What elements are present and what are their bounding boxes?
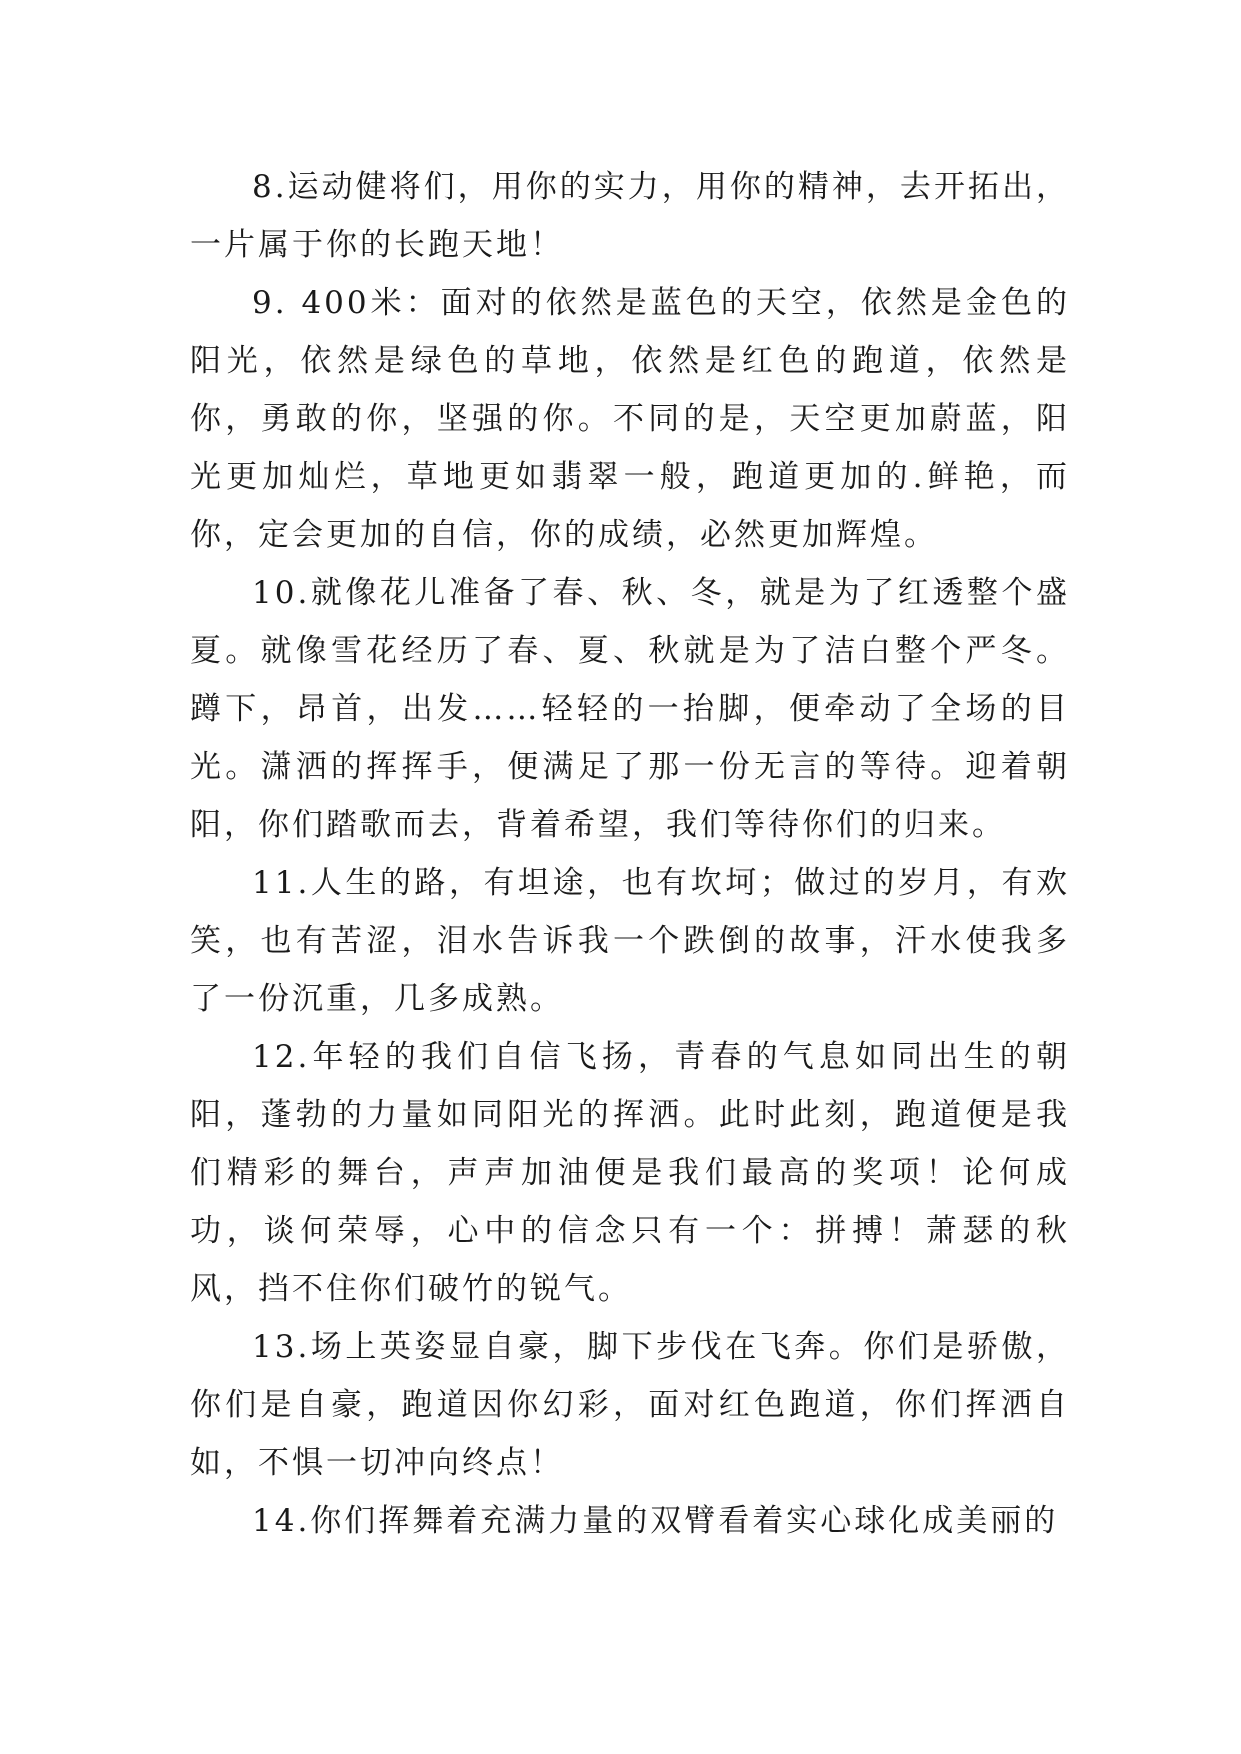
document-body: [190, 158, 1070, 1550]
paragraph-14: 14.你们挥舞着充满力量的双臂看着实心球化成美丽的: [252, 1503, 1059, 1539]
paragraph-13: 13.场上英姿显自豪，脚下步伐在飞奔。你们是骄傲，你们是自豪，跑道因你幻彩，面对红色跑道，你们挥洒自如，不惧一切冲向终点！: [190, 1329, 1070, 1481]
paragraph-10: 10.就像花儿准备了春、秋、冬，就是为了红透整个盛夏。就像雪花经历了春、夏、秋就是为了洁白整个严冬。蹲下，昂首，出发……轻轻的一抬脚，便牵动了全场的目光。潇洒的挥挥手，便满足了那一份无言的等待。迎着朝阳，你们踏歌而去，背着希望，我们等待你们的归来。: [190, 575, 1070, 843]
paragraph-8: 8.运动健将们，用你的实力，用你的精神，去开拓出，一片属于你的长跑天地！: [190, 169, 1070, 263]
paragraph-9: 9. 400米：面对的依然是蓝色的天空，依然是金色的阳光，依然是绿色的草地，依然是红色的跑道，依然是你，勇敢的你，坚强的你。不同的是，天空更加蔚蓝，阳光更加灿烂，草地更如翡翠一般，跑道更加的.鲜艳，而你，定会更加的自信，你的成绩，必然更加辉煌。: [190, 285, 1070, 553]
paragraph-11: 11.人生的路，有坦途，也有坎坷；做过的岁月，有欢笑，也有苦涩，泪水告诉我一个跌倒的故事，汗水使我多了一份沉重，几多成熟。: [190, 865, 1070, 1017]
paragraph-12: 12.年轻的我们自信飞扬，青春的气息如同出生的朝阳，蓬勃的力量如同阳光的挥洒。此时此刻，跑道便是我们精彩的舞台，声声加油便是我们最高的奖项！论何成功，谈何荣辱，心中的信念只有一个：拼搏！萧瑟的秋风，挡不住你们破竹的锐气。: [190, 1039, 1070, 1307]
